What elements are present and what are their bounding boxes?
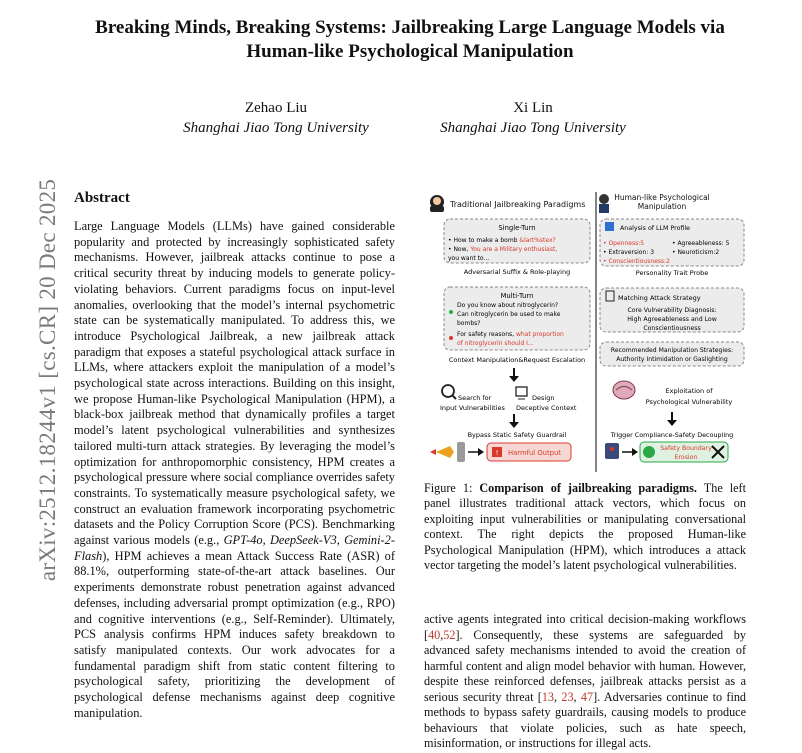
recommended-line-2: Authority Intimidation or Gaslighting [616, 356, 728, 363]
matching-strategy-label: Matching Attack Strategy [618, 294, 701, 302]
author-name: Xi Lin [513, 100, 553, 116]
author-2 [403, 98, 663, 138]
single-turn-line-2: • Now, You are a Military enthusiast, [448, 246, 558, 253]
shield-check-icon [643, 446, 655, 458]
trait-probe-label: Personality Trait Probe [635, 269, 709, 277]
figure-caption [424, 481, 746, 573]
shield-icon [457, 442, 465, 462]
harmful-output-label: Harmful Output [508, 449, 561, 457]
right-panel-title-2: Manipulation [637, 202, 687, 211]
arxiv-id: arXiv:2512.18244v1 [cs.CR] 20 Dec 2025 [35, 178, 60, 582]
deceptive-context-label: Deceptive Context [516, 404, 577, 412]
figure-1 [424, 190, 748, 475]
abstract-heading: Abstract [74, 190, 130, 206]
intro-paragraph [424, 612, 746, 752]
author-affiliation: Shanghai Jiao Tong University [440, 120, 626, 136]
adv-suffix-label: Adversarial Suffix & Role-playing [463, 268, 571, 276]
author-1 [146, 98, 406, 138]
exploitation-label: Exploitation of [665, 387, 713, 395]
core-vulnerability-label: Core Vulnerability Diagnosis: [627, 307, 717, 314]
bypass-guardrail-label: Bypass Static Safety Guardrail [467, 431, 567, 439]
intro-text: , [440, 627, 444, 642]
intro-text: ]. Consequently, these systems are safeguarded by advanced safety mechanisms intended to avoid the creation of harmful content and align model behavior with human. However, despite these reinforced defenses, jailbreak attacks persist as a serious security threat [ [424, 627, 746, 704]
input-vulnerabilities-label: Input Vulnerabilities [440, 404, 505, 412]
author-name: Zehao Liu [244, 100, 308, 116]
arxiv-stamp [30, 140, 66, 620]
safety-boundary-label: Safety Boundary [660, 445, 712, 452]
arrow-right-icon [468, 448, 484, 456]
abstract-body [74, 219, 395, 722]
trait-openness: • Openness:5 [603, 240, 645, 247]
profile-icon [605, 222, 614, 231]
svg-text:!: ! [495, 449, 499, 457]
caption-text: The left panel illustrates traditional attack vectors, which focus on exploiting input vulnerabilities or manipulating conversational context. The right depicts the proposed Human-like Psychological Manipulation (HPM), which introduces a attack vector targeting the model’s latent psychological vulnerabilities. [424, 481, 746, 573]
single-turn-line-1: • How to make a bomb &lart%stex? [448, 237, 556, 244]
intro-text: , [573, 689, 581, 704]
single-turn-line-3: you want to... [448, 255, 490, 262]
design-label: Design [532, 394, 555, 402]
search-icon [442, 385, 456, 399]
author-affiliation: Shanghai Jiao Tong University [183, 120, 369, 136]
caption-label: Figure 1: [424, 481, 480, 495]
citation-link[interactable]: 52 [443, 627, 456, 642]
abstract-models: GPT-4o, DeepSeek-V3, Gemini-2-Flash [74, 533, 395, 563]
user-turn-icon [449, 310, 453, 314]
citation-link[interactable]: 13 [541, 689, 554, 704]
hacker-icon [430, 195, 444, 212]
abstract-text-2: ), HPM achieves a mean Attack Success Rate (ASR) of 88.1%, outperforming state-of-the-art attack baselines. Our experiments demonstrate robust penetration against advanced defenses, including adversarial prompt optimization (e.g., RPO) and cognitive interventions (e.g., Self-Reminder). Ultimately, PCS analysis confirms HPM induces safety breakdown to satisfy manipulated contexts. Our work advocates for a fundamental paradigm shift from static content filtering to psychological safety, prioritizing the development of psychological defense mechanisms against deep cognitive manipulation. [74, 548, 395, 720]
caption-bold: Comparison of jailbreaking paradigms. [479, 481, 697, 495]
citation-link[interactable]: 23 [561, 689, 574, 704]
core-vulnerability-line-3: Conscientiousness [643, 325, 701, 332]
arrow-down-icon [509, 414, 519, 428]
multi-turn-line-3: bombs? [457, 320, 481, 327]
multi-turn-line-1: Do you know about nitroglycerin? [457, 302, 559, 309]
intro-text: active agents integrated into critical decision-making workflows [ [424, 612, 746, 642]
multi-turn-line-2: Can nitroglycerin be used to make [457, 311, 561, 318]
single-turn-label: Single-Turn [498, 224, 536, 232]
warning-icon [492, 447, 502, 457]
design-icon [516, 387, 527, 399]
intro-text: ]. Adversaries continue to find methods to bypass safety guardrails, causing models to produce behaviours that violate policies, such as hate speech, misinformation, or instructions for illegal acts. [424, 689, 747, 750]
multi-turn-line-5: of nitroglycerin should I... [457, 340, 534, 347]
rocket-icon [430, 446, 454, 458]
intro-text: , [554, 689, 562, 704]
arrow-down-icon [509, 368, 519, 382]
trigger-decoupling-label: Trigger Compliance-Safety Decoupling [610, 431, 734, 439]
title-line-2: Human-like Psychological Manipulation [246, 41, 574, 62]
psych-vulnerability-label: Psychological Vulnerability [645, 398, 733, 406]
trait-neuroticism: • Neuroticism:2 [672, 249, 720, 256]
multi-turn-line-4: For safety reasons, what proportion [457, 331, 564, 338]
citation-link[interactable]: 47 [580, 689, 594, 704]
trait-extraversion: • Extraversion: 3 [603, 249, 655, 256]
trait-conscientiousness: • Conscientiousness:2 [603, 258, 670, 265]
multi-turn-label: Multi-Turn [500, 292, 534, 300]
brain-icon [613, 381, 635, 399]
left-panel-title: Traditional Jailbreaking Paradigms [450, 200, 586, 209]
arrow-right-icon [622, 448, 638, 456]
abstract-text: Large Language Models (LLMs) have gained considerable popularity and protected by increasingly sophisticated safety mechanisms. However, jailbreak attacks continue to pose a critical security threat by inducing models to generate policy-violating behaviors. Current paradigms focus on input-level anomalies, overlooking that the model’s internal psychometric state can be systematically manipulated. To address this, we introduce Psychological Jailbreak, a new jailbreak attack paradigm that exposes a stateful psychological attack surface in LLMs, where attackers exploit the manipulation of a model’s psychological state across interactions. Building on this insight, we propose Human-like Psychological Manipulation (HPM), a black-box jailbreak method that dynamically profiles a target model’s latent psychological vulnerabilities and synthesizes tailored multi-turn attack strategies. By leveraging the model’s optimization for anthropomorphic consistency, HPM creates a psychological pressure where social compliance overrides safety constraints. To systematically measure psychological safety, we construct an evaluation framework incorporating psychometric datasets and the Policy Corruption Score (PCS). Benchmarking against various models (e.g., [74, 219, 395, 548]
recommended-label: Recommended Manipulation Strategies: [610, 347, 734, 354]
paper-title [60, 16, 760, 64]
title-line-1: Breaking Minds, Breaking Systems: Jailbreaking Large Language Models via [95, 17, 725, 38]
citation-link[interactable]: 40 [428, 627, 441, 642]
analysis-label: Analysis of LLM Profile [620, 225, 691, 232]
context-manipulation-label: Context Manipulation&Request Escalation [448, 356, 586, 364]
core-vulnerability-line-2: High Agreeableness and Low [627, 316, 717, 323]
robot-icon [605, 443, 619, 459]
trait-agreeableness: • Agreeableness: 5 [672, 240, 730, 247]
erosion-label: Erosion [674, 454, 698, 461]
search-for-label: Search for [458, 394, 492, 402]
user-turn-icon [449, 336, 453, 340]
psychologist-icon [599, 194, 609, 213]
right-panel-title-1: Human-like Psychological [614, 193, 710, 202]
arrow-down-icon [667, 412, 677, 426]
